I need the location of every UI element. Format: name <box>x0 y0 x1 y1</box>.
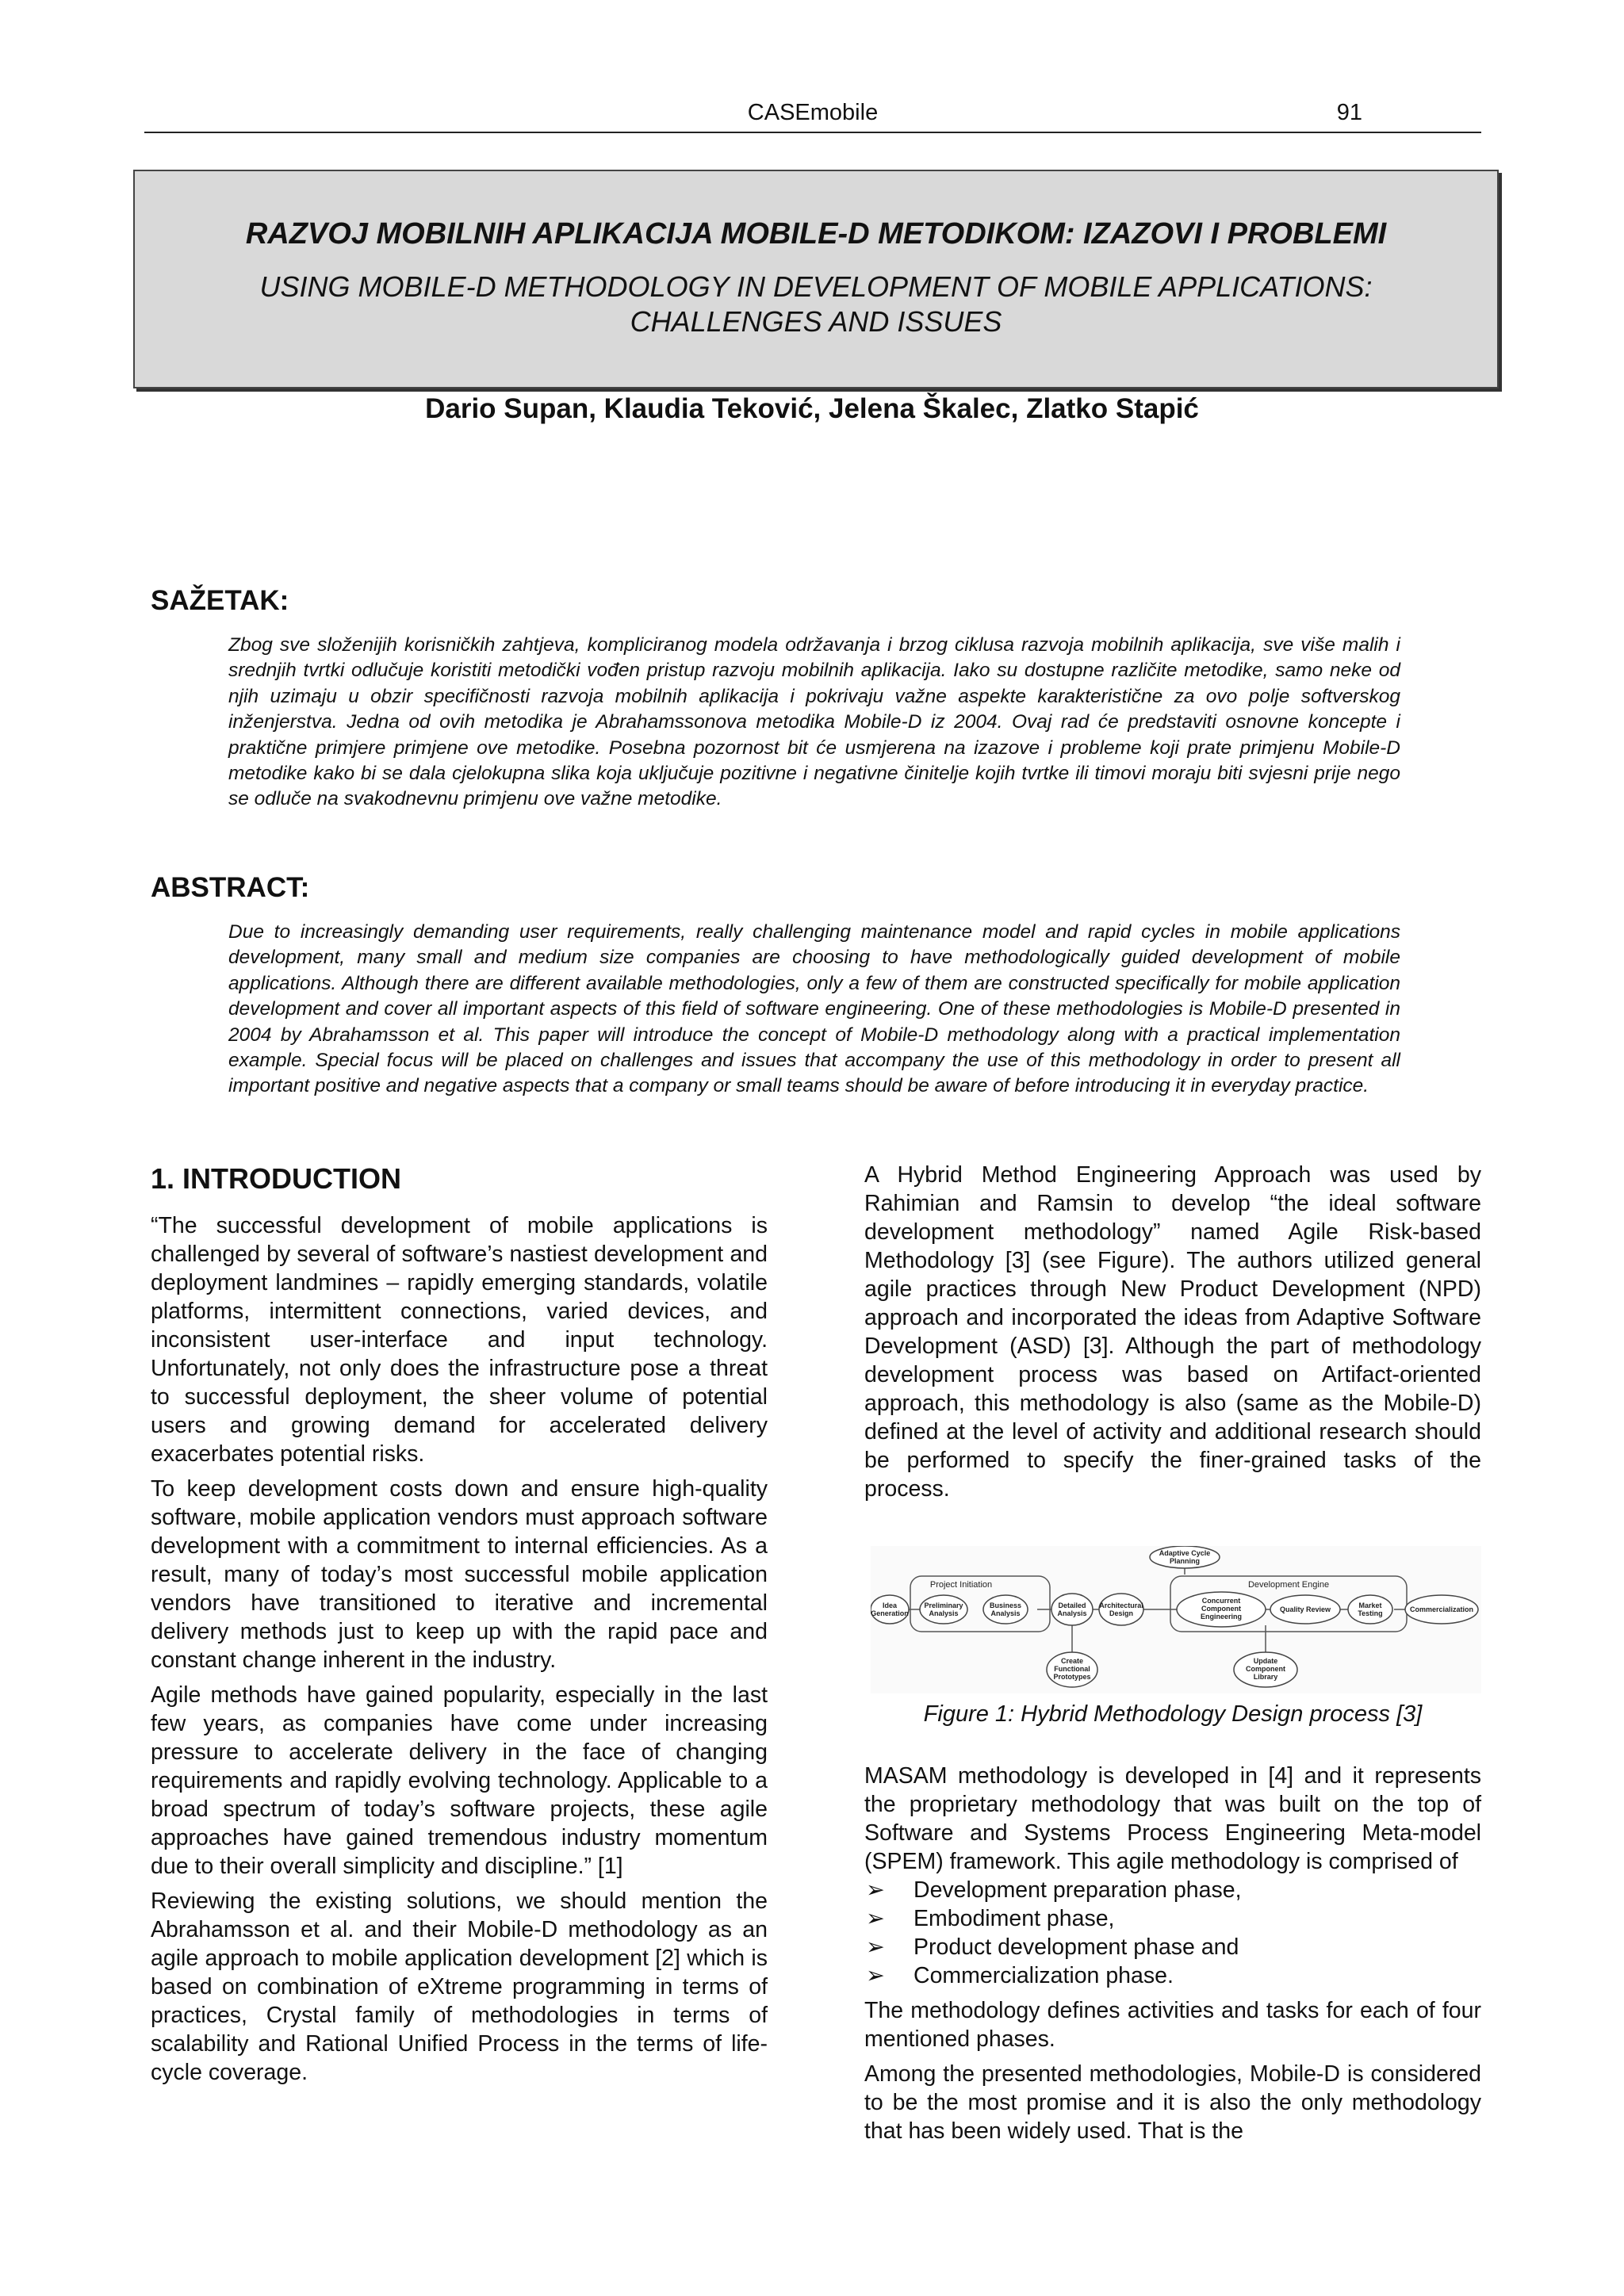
running-header <box>144 98 1481 133</box>
label-update-1: Update <box>1253 1657 1278 1665</box>
abstract-heading: ABSTRACT: <box>151 872 310 903</box>
label-adaptive-1: Adaptive Cycle <box>1159 1549 1211 1557</box>
authors: Dario Supan, Klaudia Teković, Jelena Škalec, Zlatko Stapić <box>425 393 1199 424</box>
label-concurrent-1: Concurrent <box>1201 1597 1241 1605</box>
sazetak-heading: SAŽETAK: <box>151 585 289 616</box>
label-prelim-1: Preliminary <box>924 1601 963 1609</box>
list-item: ➢ Product development phase and <box>866 1934 1239 1960</box>
label-detailed-2: Analysis <box>1057 1609 1087 1617</box>
arrow-bullet-icon: ➢ <box>866 1934 885 1960</box>
figure-diagram <box>871 1546 1481 1693</box>
left-column <box>151 1211 768 2093</box>
intro-paragraph-4: Reviewing the existing solutions, we should mention the Abrahamsson et al. and their Mobile-D methodology as an agile approach to mobile application development [2] which is based on combination of eXtreme programming in terms of practices, Crystal family of methodologies in terms of scalability and Rational Unified Process in the terms of life-cycle coverage. <box>151 1888 768 2085</box>
sazetak-text: Zbog sve složenijih korisničkih zahtjeva, kompliciranog modela održavanja i brzog ciklusa razvoja mobilnih aplikacija, sve više malih i srednjih tvrtki odlučuje koristiti metodički vođen pristup razvoju mobilnih aplikacija. Iako su dostupne različite metodike, samo neke od njih uzimaju u obzir specifičnosti razvoja mobilnih aplikacija i pokrivaju važne aspekte karakteristične za ovo polje softverskog inženjerstva. Jedna od ovih metodika je Abrahamssonova metodika Mobile-D iz 2004. Ovaj rad će predstaviti osnovne koncepte i praktične primjere primjene ove metodike. Posebna pozornost bit će usmjerena na izazove i probleme koji prate primjenu Mobile-D metodike kako bi se dala cjelokupna slika koja uključuje pozitivne i negativne činitelje kojih tvrtke ili timovi moraju biti svjesni prije nego se odluče na svakodnevnu primjenu ove važne metodike. <box>228 634 1400 810</box>
label-concurrent-2: Component <box>1201 1605 1241 1613</box>
phase-list <box>864 1876 1481 1990</box>
right-paragraph-3: The methodology defines activities and tasks for each of four mentioned phases. <box>864 1998 1481 2052</box>
right-paragraph-2: MASAM methodology is developed in [4] and it represents the proprietary methodology that was built on the top of Software and Systems Process Engineering Meta-model (SPEM) framework. This agile methodology is comprised of <box>864 1763 1481 1874</box>
intro-paragraph-2: To keep development costs down and ensure high-quality software, mobile application vendors must approach software development with a commitment to internal efficiencies. As a result, many of today’s most successful mobile application vendors have transitioned to iterative and incremental delivery methods just to keep up with the rapid pace and constant change inherent in the industry. <box>151 1476 768 1673</box>
title-english-line2: CHALLENGES AND ISSUES <box>630 305 1002 338</box>
label-business-1: Business <box>989 1601 1022 1609</box>
page-number: 91 <box>1336 100 1362 125</box>
label-update-3: Library <box>1253 1673 1278 1681</box>
right-column-bottom <box>864 1762 1481 2152</box>
label-idea-2: Generation <box>871 1609 909 1617</box>
label-market-2: Testing <box>1358 1609 1383 1617</box>
label-create-3: Prototypes <box>1053 1673 1091 1681</box>
right-column-top <box>864 1161 1481 1510</box>
label-create-2: Functional <box>1054 1665 1090 1673</box>
label-development-engine: Development Engine <box>1247 1580 1330 1590</box>
abstract-text: Due to increasingly demanding user requirements, really challenging maintenance model and rapid cycles in mobile applications development, many small and medium size companies are choosing to have methodologically guided development of mobile applications. Although there are different available methodologies, only a few of them are constructed specifically for mobile application development and cover all important aspects of this field of software engineering. One of these methodologies is Mobile-D presented in 2004 by Abrahamsson et al. This paper will introduce the concept of Mobile-D methodology along with a practical implementation example. Special focus will be placed on challenges and issues that accompany the use of this methodology in order to present all important positive and negative aspects that a company or small teams should be aware of before introducing it in everyday practice. <box>228 921 1400 1097</box>
title-english-line1: USING MOBILE-D METHODOLOGY IN DEVELOPMENT OF MOBILE APPLICATIONS: <box>259 270 1373 303</box>
journal-name: CASEmobile <box>747 100 879 125</box>
label-prelim-2: Analysis <box>929 1609 959 1617</box>
title-croatian: RAZVOJ MOBILNIH APLIKACIJA MOBILE-D METODIKOM: IZAZOVI I PROBLEMI <box>245 217 1387 251</box>
intro-paragraph-1: “The successful development of mobile applications is challenged by several of software’s nastiest development and deployment landmines – rapidly emerging standards, volatile platforms, intermittent connections, varied devices, and inconsistent user-interface and input technology. Unfortunately, not only does the infrastructure pose a threat to successful deployment, the sheer volume of potential users and growing demand for accelerated delivery exacerbates potential risks. <box>151 1213 768 1467</box>
label-detailed-1: Detailed <box>1058 1601 1086 1609</box>
label-create-1: Create <box>1060 1657 1084 1665</box>
label-commercialization: Commercialization <box>1409 1605 1474 1613</box>
arrow-bullet-icon: ➢ <box>866 1963 885 1988</box>
figure-caption: Figure 1: Hybrid Methodology Design process [3] <box>923 1701 1423 1727</box>
figure-hybrid-methodology <box>871 1546 1481 1693</box>
label-concurrent-3: Engineering <box>1200 1613 1243 1621</box>
introduction-heading: 1. INTRODUCTION <box>151 1162 402 1195</box>
right-paragraph-1: A Hybrid Method Engineering Approach was used by Rahimian and Ramsin to develop “the ideal software development methodology” named Agile Risk-based Methodology [3] (see Figure). The authors utilized general agile practices through New Product Development (NPD) approach and incorporated the ideas from Adaptive Software Development (ASD) [3]. Although the part of methodology development process was based on Artifact-oriented approach, this methodology is also (same as the Mobile-D) defined at the level of activity and additional research should be performed to specify the finer-grained tasks of the process. <box>864 1162 1481 1502</box>
label-quality-review: Quality Review <box>1279 1605 1331 1613</box>
label-arch-2: Design <box>1109 1609 1134 1617</box>
right-paragraph-4: Among the presented methodologies, Mobile-D is considered to be the most promise and it is also the only methodology that has been widely used. That is the <box>864 2061 1481 2144</box>
list-item: ➢ Commercialization phase. <box>866 1963 1174 1988</box>
label-arch-1: Architectural <box>1099 1601 1143 1609</box>
label-adaptive-2: Planning <box>1170 1557 1200 1565</box>
label-market-1: Market <box>1358 1601 1382 1609</box>
label-update-2: Component <box>1246 1665 1285 1673</box>
label-project-initiation: Project Initiation <box>929 1580 993 1590</box>
intro-paragraph-3: Agile methods have gained popularity, especially in the last few years, as companies have come under increasing pressure to accelerate delivery in the face of changing requirements and rapidly evolving technology. Applicable to a broad spectrum of today’s software projects, these agile approaches have gained tremendous industry momentum due to their overall simplicity and discipline.” [1] <box>151 1682 768 1879</box>
label-business-2: Analysis <box>990 1609 1021 1617</box>
title-english <box>135 270 1497 339</box>
title-box <box>133 170 1499 388</box>
arrow-bullet-icon: ➢ <box>866 1906 885 1931</box>
arrow-bullet-icon: ➢ <box>866 1877 885 1903</box>
list-item: ➢ Development preparation phase, <box>866 1877 1242 1903</box>
label-idea-1: Idea <box>882 1601 898 1609</box>
list-item: ➢ Embodiment phase, <box>866 1906 1115 1931</box>
